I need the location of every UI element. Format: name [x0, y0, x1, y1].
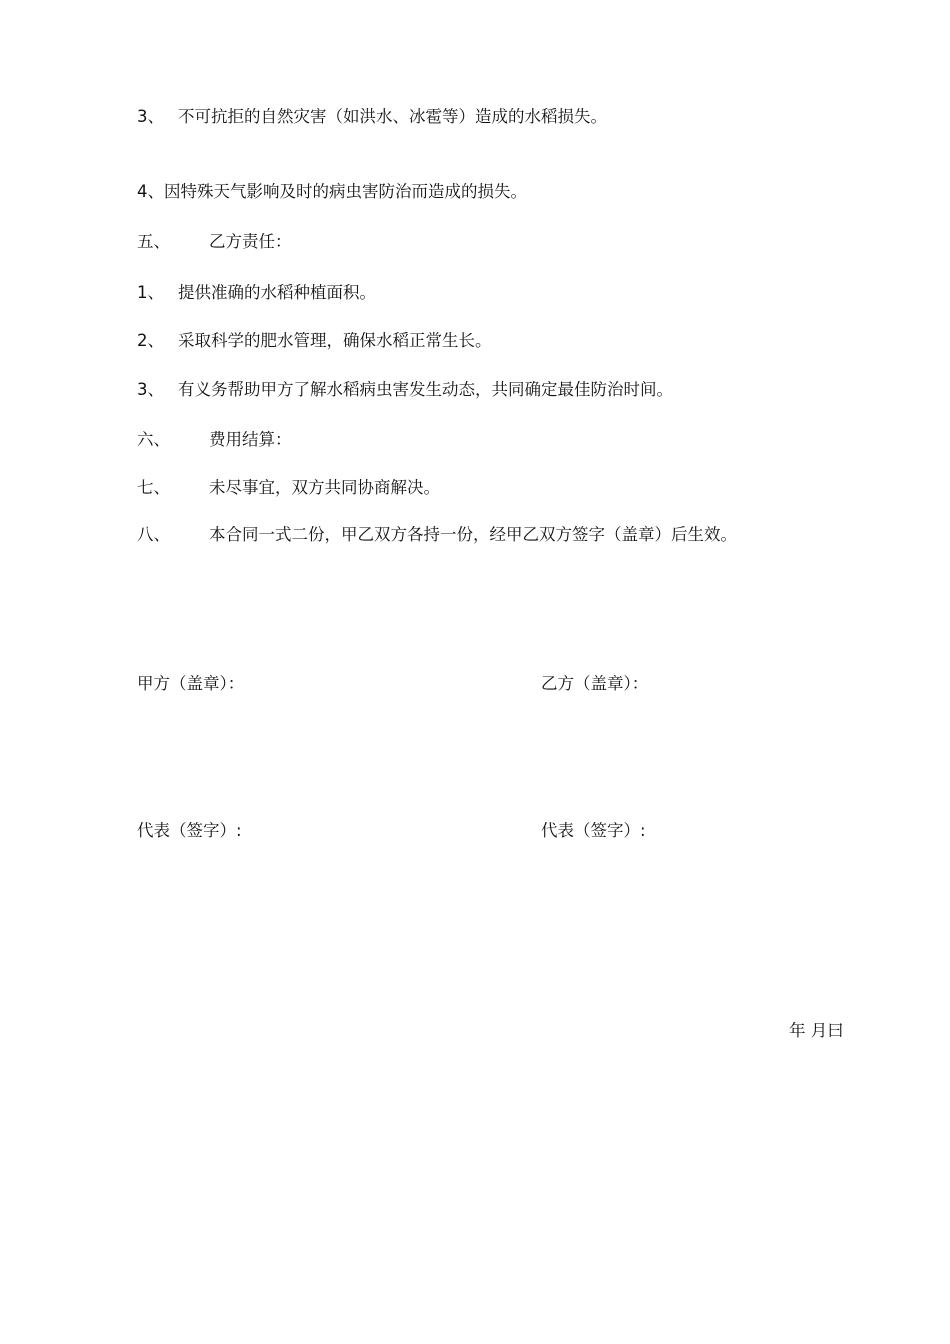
clause-4	[137, 182, 527, 202]
clause-3	[137, 107, 607, 127]
section-number: 七、	[137, 478, 170, 497]
clause-number: 3、	[137, 107, 164, 126]
section-title: 未尽事宜，双方共同协商解决。	[209, 478, 440, 497]
section5-item-3	[137, 380, 673, 400]
section-number: 六、	[137, 430, 170, 449]
party-b-representative-label: 代表（签字）:	[541, 821, 646, 840]
section-title: 乙方责任：	[209, 232, 292, 251]
section-heading-5	[137, 232, 292, 252]
party-a-representative-label: 代表（签字）:	[137, 821, 242, 840]
section-heading-6	[137, 430, 292, 450]
party-b-seal-label: 乙方（盖章）：	[541, 674, 649, 693]
date-line: 年 月曰	[789, 1021, 844, 1040]
section-title: 本合同一式二份，甲乙双方各持一份，经甲乙双方签字（盖章）后生效。	[209, 525, 737, 544]
party-a-seal-label: 甲方（盖章）：	[137, 674, 245, 693]
section-heading-7	[137, 478, 440, 498]
item-text: 有义务帮助甲方了解水稻病虫害发生动态，共同确定最佳防治时间。	[178, 380, 673, 399]
section-heading-8	[137, 525, 737, 545]
item-text: 提供准确的水稻种植面积。	[178, 283, 376, 302]
section-number: 八、	[137, 525, 170, 544]
section5-item-2	[137, 331, 492, 351]
clause-text: 不可抗拒的自然灾害（如洪水、冰雹等）造成的水稻损失。	[178, 107, 607, 126]
section-number: 五、	[137, 232, 170, 251]
clause-text: 因特殊天气影响及时的病虫害防治而造成的损失。	[164, 182, 527, 201]
item-number: 1、	[137, 283, 164, 302]
item-text: 采取科学的肥水管理，确保水稻正常生长。	[178, 331, 492, 350]
clause-number: 4、	[137, 182, 164, 201]
section5-item-1	[137, 283, 376, 303]
section-title: 费用结算：	[209, 430, 292, 449]
item-number: 3、	[137, 380, 164, 399]
item-number: 2、	[137, 331, 164, 350]
